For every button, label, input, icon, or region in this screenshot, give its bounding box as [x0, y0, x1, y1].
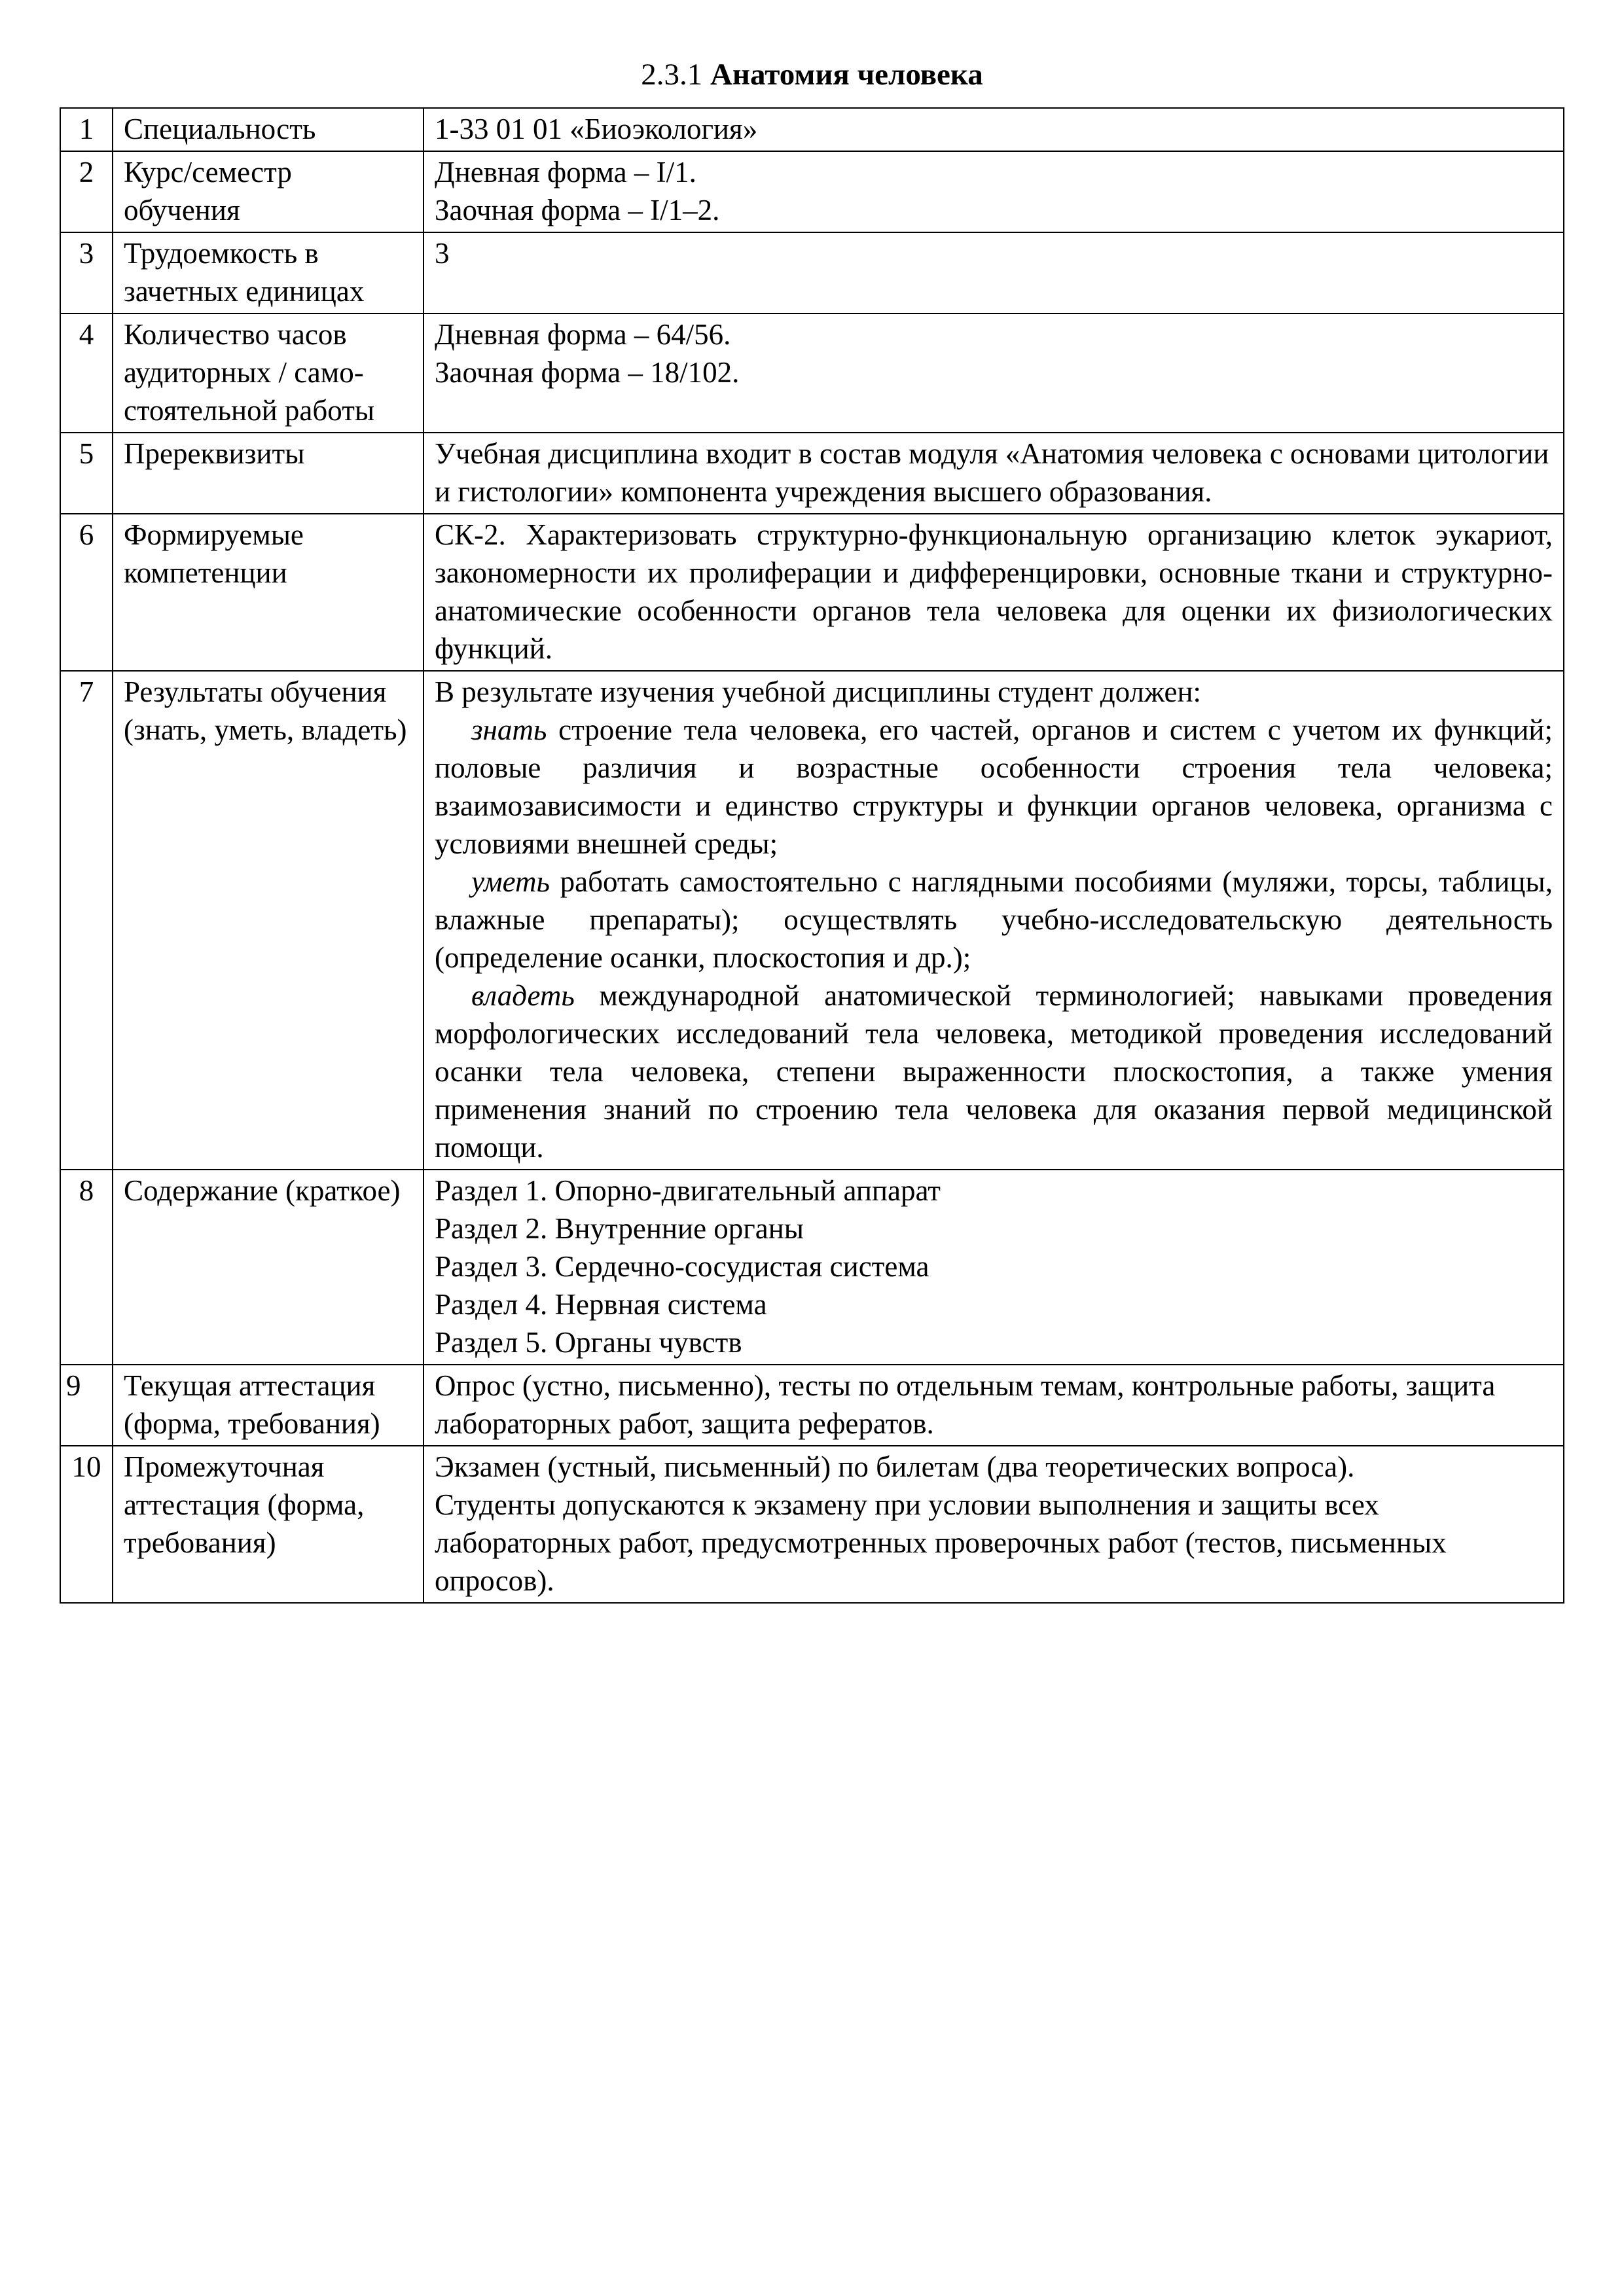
row-label — [113, 514, 424, 671]
row-label-text: Трудоемкость в зачетных единицах — [124, 237, 365, 308]
table-row — [60, 232, 1564, 314]
results-term: знать — [471, 713, 547, 746]
results-text: работать самостоятельно с наглядными пособиями (муляжи, торсы, таблицы, влажные препараты); осуществлять учебно-исследовательскую деятельность (определение осанки, плоскостопия и др.); — [435, 865, 1553, 974]
row-label — [113, 1446, 424, 1603]
table-row — [60, 514, 1564, 671]
section-heading: Анатомия человека — [710, 58, 983, 92]
row-number: 2 — [60, 151, 113, 232]
row-label-text: Количество часов аудиторных / само-стоятельной работы — [124, 318, 375, 427]
results-text: строение тела человека, его частей, органов и систем с учетом их функций; половые различия и возрастные особенности строения тела человека; взаимозависимости и единство структуры и функции органов человека, организма с условиями внешней среды; — [435, 713, 1553, 860]
row-value — [424, 108, 1564, 151]
row-label — [113, 314, 424, 433]
table-row — [60, 1446, 1564, 1603]
value-line: Заочная форма – I/1–2. — [435, 194, 720, 226]
row-number: 9 — [60, 1365, 113, 1446]
content-section: Раздел 5. Органы чувств — [435, 1326, 742, 1359]
row-number: 1 — [60, 108, 113, 151]
table-row — [60, 1170, 1564, 1365]
row-number: 5 — [60, 433, 113, 514]
table-row — [60, 151, 1564, 232]
row-label-text: Формируемые компетенции — [124, 518, 304, 589]
row-value — [424, 514, 1564, 671]
content-section: Раздел 2. Внутренние органы — [435, 1212, 804, 1245]
row-number: 7 — [60, 671, 113, 1170]
row-value — [424, 1365, 1564, 1446]
section-number: 2.3.1 — [641, 58, 703, 92]
value-line: 3 — [435, 237, 450, 270]
competence-text: СК-2. Характеризовать структурно-функциональную организацию клеток эукариот, закономерности их пролиферации и дифференцировки, основные ткани и структурно-анатомические особенности органов тела человека для оценки их физиологических функций. — [435, 518, 1553, 665]
row-label-text: Промежуточная аттестация (форма, требования) — [124, 1450, 365, 1559]
results-intro: В результате изучения учебной дисциплины студент должен: — [435, 675, 1202, 708]
row-value — [424, 232, 1564, 314]
row-label-text: Содержание (краткое) — [124, 1174, 401, 1207]
current-attestation-text: Опрос (устно, письменно), тесты по отдельным темам, контрольные работы, защита лабораторных работ, защита рефератов. — [435, 1369, 1496, 1440]
value-line: Дневная форма – 64/56. — [435, 318, 731, 351]
row-number: 6 — [60, 514, 113, 671]
results-item-master — [435, 977, 1553, 1166]
row-number: 4 — [60, 314, 113, 433]
results-term: владеть — [471, 979, 575, 1012]
table-row — [60, 314, 1564, 433]
exam-line: Экзамен (устный, письменный) по билетам (два теоретических вопроса). — [435, 1450, 1355, 1483]
row-label: Специальность — [113, 108, 424, 151]
exam-requirements: Студенты допускаются к экзамену при условии выполнения и защиты всех лабораторных работ, предусмотренных проверочных работ (тестов, письменных опросов). — [435, 1488, 1447, 1597]
row-value — [424, 1446, 1564, 1603]
row-label: Пререквизиты — [113, 433, 424, 514]
row-value — [424, 433, 1564, 514]
value-line: Заочная форма – 18/102. — [435, 356, 740, 389]
content-section: Раздел 4. Нервная система — [435, 1288, 767, 1321]
prerequisites-text: Учебная дисциплина входит в состав модуля «Анатомия человека с основами цитологии и гистологии» компонента учреждения высшего образования. — [435, 437, 1549, 508]
row-label — [113, 671, 424, 1170]
content-section: Раздел 3. Сердечно-сосудистая система — [435, 1250, 929, 1283]
value-line: 1-33 01 01 «Биоэкология» — [435, 113, 758, 145]
results-item-know — [435, 711, 1553, 863]
table-row — [60, 1365, 1564, 1446]
table-row — [60, 108, 1564, 151]
results-text: международной анатомической терминологией; навыками проведения морфологических исследований тела человека, методикой проведения исследований осанки тела человека, степени выраженности плоскостопия, а также умения применения знаний по строению тела человека для оказания первой медицинской помощи. — [435, 979, 1553, 1164]
row-label — [113, 151, 424, 232]
row-label-text: Текущая аттестация (форма, требования) — [124, 1369, 380, 1440]
row-number: 10 — [60, 1446, 113, 1603]
row-value — [424, 671, 1564, 1170]
results-item-can — [435, 863, 1553, 977]
row-label-text: Результаты обучения (знать, уметь, владеть) — [124, 675, 407, 746]
section-title — [0, 55, 1624, 94]
row-number: 8 — [60, 1170, 113, 1365]
row-number: 3 — [60, 232, 113, 314]
results-term: уметь — [471, 865, 550, 898]
row-label-text: Курс/семестр обучения — [124, 156, 292, 226]
table-row — [60, 433, 1564, 514]
row-value — [424, 314, 1564, 433]
table-row — [60, 671, 1564, 1170]
row-label — [113, 232, 424, 314]
value-line: Дневная форма – I/1. — [435, 156, 696, 188]
row-value — [424, 1170, 1564, 1365]
content-section: Раздел 1. Опорно-двигательный аппарат — [435, 1174, 941, 1207]
course-info-table — [60, 107, 1564, 1604]
row-label — [113, 1170, 424, 1365]
row-value — [424, 151, 1564, 232]
row-label — [113, 1365, 424, 1446]
